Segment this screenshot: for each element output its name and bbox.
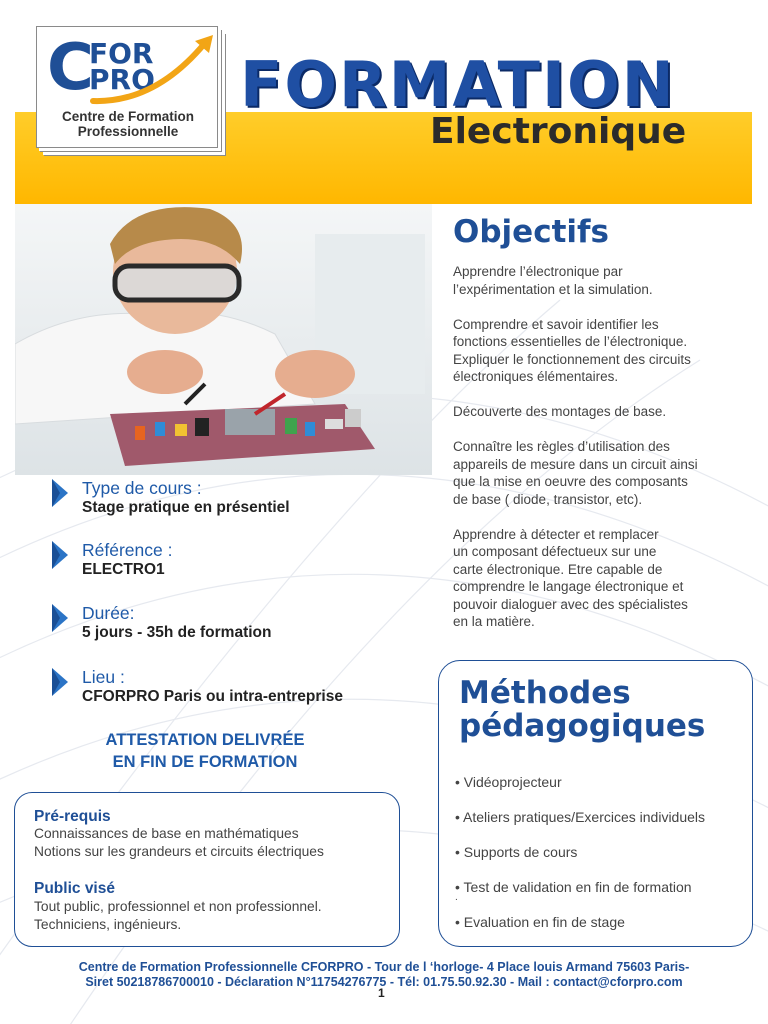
objective-paragraph: Apprendre à détecter et remplacer un composant défectueux sur une carte électronique. Etre capable de comprendre le langage électronique et pouvoir dialoguer avec des spécialistes en la matière. — [453, 526, 688, 629]
chevron-right-icon — [50, 541, 68, 569]
duration-label: Durée: — [82, 603, 135, 623]
logo-pro: PRO — [89, 63, 155, 96]
objective-paragraph: Connaître les règles d’utilisation des appareils de mesure dans un circuit ainsi que la mise en oeuvre des composants de base ( diode, transistor, etc). — [453, 439, 698, 507]
technician-photo — [15, 204, 432, 475]
location-label: Lieu : — [82, 667, 125, 687]
method-item: • Supports de cours — [455, 844, 578, 860]
objective-paragraph: Apprendre l’électronique par l’expérimentation et la simulation. — [453, 264, 653, 297]
logo-for: FOR — [89, 37, 154, 70]
method-stray-dot: . — [455, 892, 458, 903]
location-value: CFORPRO Paris ou intra-entreprise — [82, 688, 343, 705]
chevron-right-icon — [50, 604, 68, 632]
methods-box — [438, 660, 753, 947]
cforpro-logo — [36, 26, 218, 148]
audience-text: Tout public, professionnel et non professionnel. Techniciens, ingénieurs. — [34, 899, 322, 932]
logo-tagline-line1: Centre de Formation — [61, 109, 194, 124]
reference-label: Référence : — [82, 540, 173, 560]
methods-title: Méthodes pédagogiques — [459, 675, 706, 744]
reference-value: ELECTRO1 — [82, 561, 165, 578]
page-subtitle: Electronique — [430, 111, 687, 152]
course-type-value: Stage pratique en présentiel — [82, 499, 290, 516]
duration-value: 5 jours - 35h de formation — [82, 624, 272, 641]
objectives-list — [453, 263, 753, 648]
page-number: 1 — [378, 986, 385, 1000]
footer-address: Centre de Formation Professionnelle CFORPRO - Tour de l ‘horloge- 4 Place louis Armand 75603 Paris- — [78, 960, 690, 974]
page-title: FORMATION — [240, 48, 676, 121]
objective-paragraph: Découverte des montages de base. — [453, 404, 667, 419]
audience-heading: Public visé — [34, 880, 115, 897]
prerequisites-heading: Pré-requis — [34, 808, 111, 825]
logo-tagline — [37, 109, 219, 139]
objectives-title: Objectifs — [453, 214, 609, 250]
logo-tagline-line2: Professionnelle — [77, 124, 179, 139]
method-item: • Evaluation en fin de stage — [455, 914, 625, 930]
attestation-note: ATTESTATION DELIVRÉE EN FIN DE FORMATION — [105, 731, 305, 771]
chevron-right-icon — [50, 668, 68, 696]
logo-mark — [45, 33, 215, 113]
prerequisites-text: Connaissances de base en mathématiques Notions sur les grandeurs et circuits électriques — [34, 826, 324, 859]
method-item: • Ateliers pratiques/Exercices individuels — [455, 809, 706, 825]
course-type-label: Type de cours : — [82, 478, 202, 498]
prerequisites-box — [14, 792, 400, 947]
logo-letter: C — [47, 33, 94, 105]
method-item: • Test de validation en fin de formation — [455, 879, 692, 895]
footer-contact: Siret 50218786700010 - Déclaration N°11754276775 - Tél: 01.75.50.92.30 - Mail : contact@cforpro.com — [85, 975, 683, 989]
method-item: • Vidéoprojecteur — [455, 774, 562, 790]
objective-paragraph: Comprendre et savoir identifier les fonctions essentielles de l’électronique. Expliquer le fonctionnement des circuits électroniques élémentaires. — [453, 316, 691, 384]
chevron-right-icon — [50, 479, 68, 507]
